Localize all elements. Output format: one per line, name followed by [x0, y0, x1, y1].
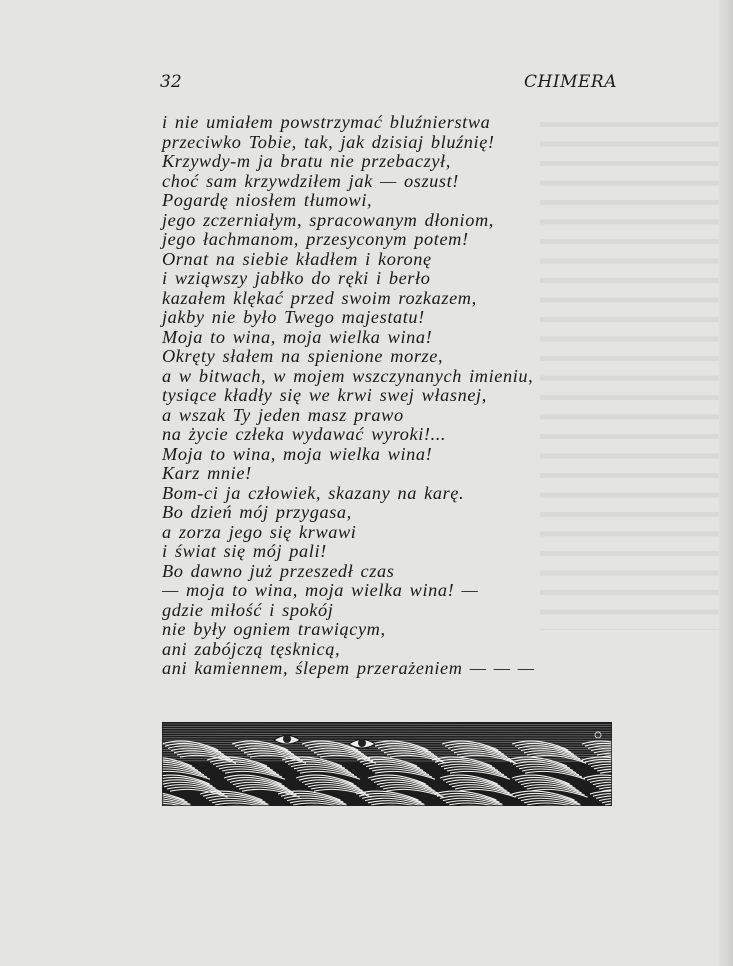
poem-line: choć sam krzywdziłem jak — oszust! — [162, 170, 459, 191]
poem-line: jakby nie było Twego majestatu! — [162, 307, 425, 327]
poem-line: gdzie miłość i spokój — [162, 599, 334, 620]
poem-line: i wziąwszy jabłko do ręki i berło — [162, 268, 431, 288]
poem-line: kazałem klękać przed swoim rozkazem, — [162, 287, 477, 308]
poem-line: Krzywdy-m ja bratu nie przebaczył, — [162, 151, 451, 171]
poem-line: — moja to wina, moja wielka wina! — — [162, 580, 479, 600]
poem-line: Pogardę niosłem tłumowi, — [162, 190, 373, 210]
poem-line: Okręty słałem na spienione morze, — [162, 346, 444, 366]
poem-line: a zorza jego się krwawi — [162, 521, 357, 542]
poem-line: na życie człeka wydawać wyroki!... — [162, 424, 447, 444]
eye-pupil — [358, 739, 366, 747]
running-title: CHIMERA — [524, 72, 617, 92]
poem-line: Ornat na siebie kładłem i koronę — [162, 248, 432, 269]
page-number: 32 — [160, 72, 182, 92]
poem-line: Bo dawno już przeszedł czas — [162, 560, 395, 581]
poem-line: Bom-ci ja człowiek, skazany na karę. — [162, 482, 465, 503]
poem-line: nie były ogniem trawiącym, — [162, 619, 386, 639]
poem-line: a wszak Ty jeden masz prawo — [162, 404, 404, 425]
bleed-through-text — [540, 110, 720, 630]
poem-line: i nie umiałem powstrzymać bluźnierstwa — [162, 112, 491, 132]
poem-line: Bo dzień mój przygasa, — [162, 502, 352, 522]
poem-line: przeciwko Tobie, tak, jak dzisiaj bluźnię! — [162, 131, 495, 152]
poem-line: i świat się mój pali! — [162, 541, 327, 561]
poem-line: a w bitwach, w mojem wszczynanych imieniu, — [162, 365, 534, 386]
poem-text — [162, 113, 535, 679]
poem-line: jego łachmanom, przesyconym potem! — [162, 229, 469, 249]
waves-with-eyes-illustration — [162, 722, 612, 806]
poem-line: Karz mnie! — [162, 463, 252, 483]
page-edge — [719, 0, 733, 966]
poem-line: tysiące kładły się we krwi swej własnej, — [162, 385, 487, 405]
eye-pupil — [283, 735, 291, 743]
poem-line: Moja to wina, moja wielka wina! — [162, 326, 433, 347]
poem-line: jego zczerniałym, spracowanym dłoniom, — [162, 209, 494, 230]
poem-line: ani kamiennem, ślepem przerażeniem — — — — [162, 658, 535, 678]
poem-line: ani zabójczą tęsknicą, — [162, 638, 341, 659]
poem-line: Moja to wina, moja wielka wina! — [162, 443, 433, 464]
